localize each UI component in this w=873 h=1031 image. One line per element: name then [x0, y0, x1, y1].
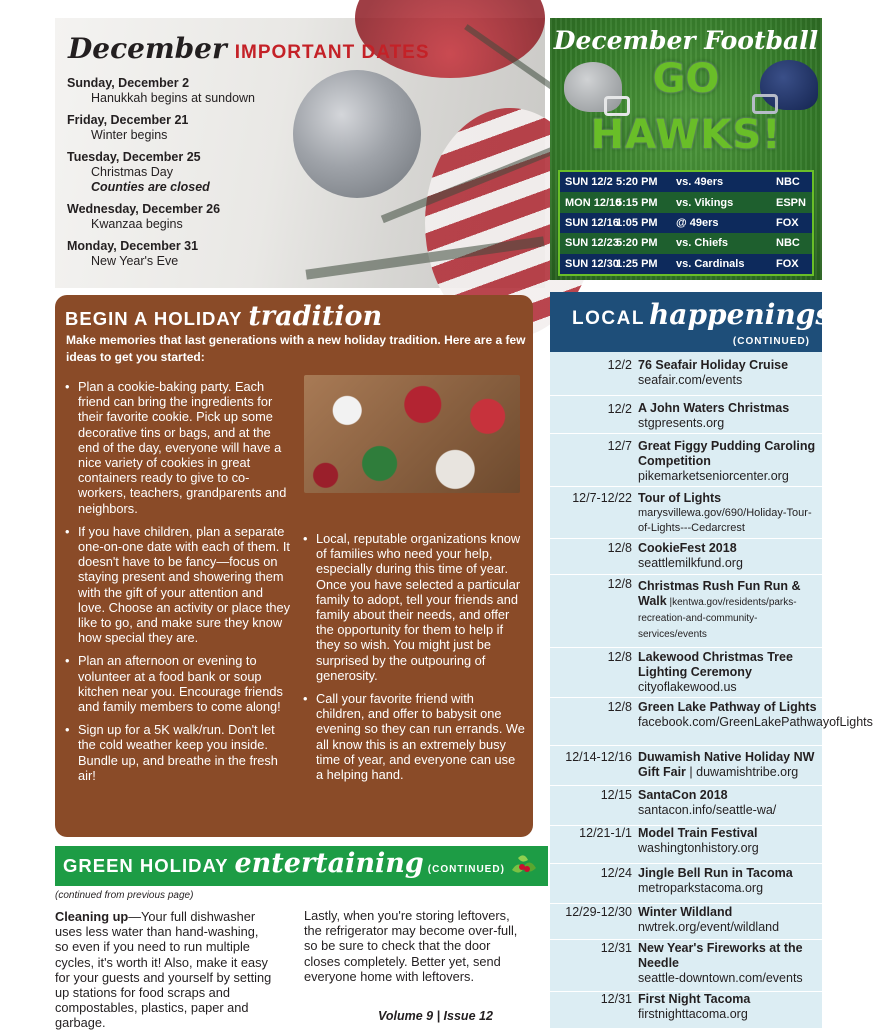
event-row: [550, 746, 822, 786]
holiday-tradition-panel: [55, 295, 533, 837]
game-time: 1:25 PM: [616, 257, 658, 270]
bullet-icon: •: [65, 523, 70, 539]
title-script: happenings: [648, 298, 832, 331]
event-row: [550, 434, 822, 487]
event-link[interactable]: washingtonhistory.org: [638, 841, 759, 855]
event-date: 12/2: [607, 358, 632, 372]
event-link[interactable]: nwtrek.org/event/wildland: [638, 920, 780, 934]
green-column-right: Lastly, when you're storing leftovers, the refrigerator may become over-full, so be sure to check that the door closes completely. Better yet, send everyone home with leftovers.: [304, 908, 518, 984]
event-body: [638, 401, 820, 431]
dates-list: [67, 76, 307, 276]
event-row: [550, 487, 822, 539]
game-network: NBC: [776, 237, 800, 250]
event-body: [638, 788, 820, 818]
event-name: 76 Seafair Holiday Cruise: [638, 358, 789, 372]
game-time: 5:20 PM: [616, 237, 658, 250]
title-caps: BEGIN A HOLIDAY: [65, 308, 243, 329]
schedule-row: [560, 233, 812, 253]
title-caps: LOCAL: [572, 308, 645, 329]
tradition-item: [303, 531, 525, 683]
green-column-left: [55, 909, 273, 1031]
event-row: [550, 992, 822, 1028]
title-caps: IMPORTANT DATES: [234, 42, 430, 63]
game-time: 5:15 PM: [616, 196, 658, 209]
title-script: tradition: [248, 301, 383, 332]
event-link[interactable]: pikemarketseniorcenter.org: [638, 469, 789, 483]
event-name: Great Figgy Pudding Caroling Competition: [638, 439, 816, 468]
event-row: [550, 539, 822, 575]
event-link[interactable]: cityoflakewood.us: [638, 680, 737, 694]
event-date: 12/21-1/1: [579, 826, 632, 840]
event-date: 12/7: [607, 439, 632, 453]
tradition-intro: Make memories that last generations with a new holiday tradition. Here are a few ideas to get you started:: [66, 333, 526, 364]
event-name: Duwamish Native Holiday NW Gift Fair: [638, 750, 815, 779]
game-opponent: vs. Chiefs: [676, 237, 728, 250]
tradition-item-text: Sign up for a 5K walk/run. Don't let the cold weather keep you inside. Bundle up, and breathe in the fresh air!: [78, 722, 278, 783]
schedule-row: [560, 172, 812, 192]
event-name: Model Train Festival: [638, 826, 758, 840]
event-link[interactable]: seattlemilkfund.org: [638, 556, 743, 570]
event-name: Lakewood Christmas Tree Lighting Ceremony: [638, 650, 793, 679]
tradition-title: [65, 301, 382, 332]
football-title: December Football: [553, 26, 819, 55]
tradition-item: [65, 524, 293, 646]
holiday-cookies-photo: [304, 375, 520, 493]
continued-note: (continued from previous page): [55, 890, 194, 901]
event-name: Jingle Bell Run in Tacoma: [638, 866, 793, 880]
date-desc: Christmas Day: [91, 165, 173, 179]
date-entry: [67, 113, 307, 143]
event-body: [638, 750, 820, 780]
event-name: New Year's Fireworks at the Needle: [638, 941, 803, 970]
game-opponent: vs. Cardinals: [676, 257, 745, 270]
event-row: [550, 826, 822, 864]
happenings-continued: (CONTINUED): [732, 336, 810, 347]
schedule-row: [560, 192, 812, 212]
event-body: [638, 905, 820, 935]
event-name: SantaCon 2018: [638, 788, 728, 802]
football-panel: [550, 18, 822, 280]
game-day: SUN 12/2: [565, 176, 613, 189]
event-row: [550, 352, 822, 396]
event-body: [638, 700, 873, 730]
title-caps: GREEN HOLIDAY: [63, 855, 229, 876]
date-day: Sunday, December 2: [67, 76, 190, 90]
event-name: CookieFest 2018: [638, 541, 737, 555]
date-desc: New Year's Eve: [91, 254, 179, 268]
event-date: 12/2: [607, 402, 632, 416]
event-date: 12/15: [600, 788, 632, 802]
game-opponent: vs. Vikings: [676, 196, 734, 209]
event-body: [638, 650, 820, 695]
green-left-text: —Your full dishwasher uses less water than hand-washing, so even if you need to run multiple cycles, it's worth it! Also, make it easy for your guests and yourself by setting up stations for food scraps and compostables, plastics, paper and garbage.: [55, 909, 272, 1031]
event-name: Winter Wildland: [638, 905, 733, 919]
tradition-item: [65, 653, 293, 714]
bullet-icon: •: [303, 691, 308, 707]
volume-issue: Volume 9 | Issue 12: [378, 1009, 493, 1023]
event-row: [550, 864, 822, 904]
tradition-column-right: [303, 531, 525, 790]
event-link[interactable]: marysvillewa.gov/690/Holiday-Tour-of-Lights---Cedarcrest: [638, 507, 812, 534]
bullet-icon: •: [303, 531, 308, 546]
event-date: 12/29-12/30: [565, 905, 632, 919]
date-desc: Kwanzaa begins: [91, 217, 183, 231]
tradition-item-text: Plan an afternoon or evening to volunteer at a food bank or soup kitchen near you. Encourage friends and family members to come along!: [78, 653, 283, 715]
event-row: [550, 698, 873, 746]
event-body: [638, 992, 820, 1022]
event-date: 12/7-12/22: [572, 491, 632, 505]
game-day: SUN 12/16: [565, 216, 619, 229]
event-row: [550, 648, 822, 698]
date-desc: Hanukkah begins at sundown: [91, 91, 256, 105]
event-name: Green Lake Pathway of Lights: [638, 700, 817, 714]
game-opponent: @ 49ers: [676, 216, 719, 229]
event-body: [638, 439, 820, 484]
game-day: MON 12/10: [565, 196, 622, 209]
event-name: A John Waters Christmas: [638, 401, 790, 415]
game-day: SUN 12/30: [565, 257, 619, 270]
event-body: [638, 491, 820, 536]
event-link[interactable]: stgpresents.org: [638, 416, 725, 430]
game-day: SUN 12/23: [565, 237, 619, 250]
game-time: 5:20 PM: [616, 176, 658, 189]
date-note: Counties are closed: [91, 180, 210, 194]
event-row: [550, 940, 822, 992]
bullet-icon: •: [65, 379, 70, 394]
event-row: [550, 575, 822, 648]
event-link[interactable]: |kentwa.gov/residents/parks-recreation-and-community-services/events: [638, 597, 797, 640]
date-entry: [67, 202, 307, 232]
event-date: 12/8: [607, 541, 632, 555]
title-continued: (CONTINUED): [427, 864, 505, 875]
event-date: 12/14-12/16: [565, 750, 632, 764]
event-name: First Night Tacoma: [638, 992, 751, 1006]
game-opponent: vs. 49ers: [676, 176, 724, 189]
silver-ornament-graphic: [293, 70, 421, 198]
game-network: FOX: [776, 216, 799, 229]
event-body: [638, 541, 820, 571]
event-date: 12/8: [607, 577, 632, 591]
event-row: [550, 786, 822, 826]
date-entry: [67, 76, 307, 106]
game-time: 1:05 PM: [616, 216, 658, 229]
date-desc: Winter begins: [91, 128, 168, 142]
event-body: [638, 358, 820, 388]
tradition-item-text: Call your favorite friend with children, and offer to babysit one evening so they can run errands. We all know this is an extremely busy time of year, and everyone can use a helping hand.: [316, 691, 525, 783]
schedule-row: [560, 254, 812, 274]
event-link[interactable]: santacon.info/seattle-wa/: [638, 803, 777, 817]
bullet-icon: •: [65, 722, 70, 738]
event-link[interactable]: metroparkstacoma.org: [638, 881, 764, 895]
event-body: [638, 941, 820, 986]
event-row: [550, 904, 822, 940]
event-body: [638, 579, 820, 642]
green-entertaining-banner: [55, 846, 548, 886]
important-dates-panel: [55, 18, 545, 288]
event-link[interactable]: facebook.com/GreenLakePathwayofLights: [638, 715, 873, 729]
event-name: Christmas Rush Fun Run & Walk: [638, 579, 801, 608]
tradition-item-text: Plan a cookie-baking party. Each friend can bring the ingredients for their favorite cookie. Pick up some decorative tins or bags, and at the end of the day, everyone will have a nice variety of cookies in great containers ready to give to co-workers, teachers, grandparents and neighbors.: [78, 379, 287, 516]
event-body: [638, 866, 820, 896]
tradition-item: [303, 691, 525, 782]
holly-icon: [508, 850, 540, 882]
event-link[interactable]: | duwamishtribe.org: [685, 765, 799, 779]
event-date: 12/31: [600, 992, 632, 1006]
game-network: ESPN: [776, 196, 806, 209]
date-day: Tuesday, December 25: [67, 150, 201, 164]
title-script: December: [68, 32, 227, 65]
important-dates-title: [68, 32, 430, 65]
tradition-item-text: Local, reputable organizations know of families who need your help, especially during this time of year. Once you have selected a particular family to adopt, tell your friends and family about their needs, and offer the opportunity for them to help if they so wish. You might just be surprised by the outpouring of generosity.: [316, 531, 521, 683]
tradition-item: [65, 379, 293, 516]
event-body: [638, 826, 820, 856]
game-network: FOX: [776, 257, 799, 270]
event-link[interactable]: seattle-downtown.com/events: [638, 971, 803, 985]
game-network: NBC: [776, 176, 800, 189]
title-script: entertaining: [234, 848, 424, 879]
event-date: 12/8: [607, 650, 632, 664]
event-date: 12/31: [600, 941, 632, 955]
date-day: Monday, December 31: [67, 239, 199, 253]
date-entry: [67, 150, 307, 195]
event-link[interactable]: seafair.com/events: [638, 373, 743, 387]
event-row: [550, 396, 822, 434]
bullet-icon: •: [65, 653, 70, 669]
happenings-title: [572, 298, 831, 331]
hawks-text: HAWKS!: [590, 112, 782, 158]
event-name: Tour of Lights: [638, 491, 722, 505]
date-day: Wednesday, December 26: [67, 202, 221, 216]
local-happenings-header: [550, 292, 832, 352]
green-lead: Cleaning up: [55, 909, 129, 924]
go-text: GO: [652, 56, 720, 102]
event-link[interactable]: firstnighttacoma.org: [638, 1007, 748, 1021]
tradition-item-text: If you have children, plan a separate one-on-one date with each of them. It doesn't have to be fancy—focus on staying present and showering them with the gift of your attention and love. Choose an activity or place they like to go, and make sure they know how special they are.: [78, 523, 290, 646]
schedule-row: [560, 213, 812, 233]
event-date: 12/24: [600, 866, 632, 880]
happenings-list: [550, 352, 873, 1028]
tradition-column-left: [65, 379, 293, 791]
tradition-item: [65, 722, 293, 783]
event-date: 12/8: [607, 700, 632, 714]
date-day: Friday, December 21: [67, 113, 189, 127]
football-schedule: [558, 170, 814, 276]
date-entry: [67, 239, 307, 269]
green-title: [63, 848, 505, 879]
